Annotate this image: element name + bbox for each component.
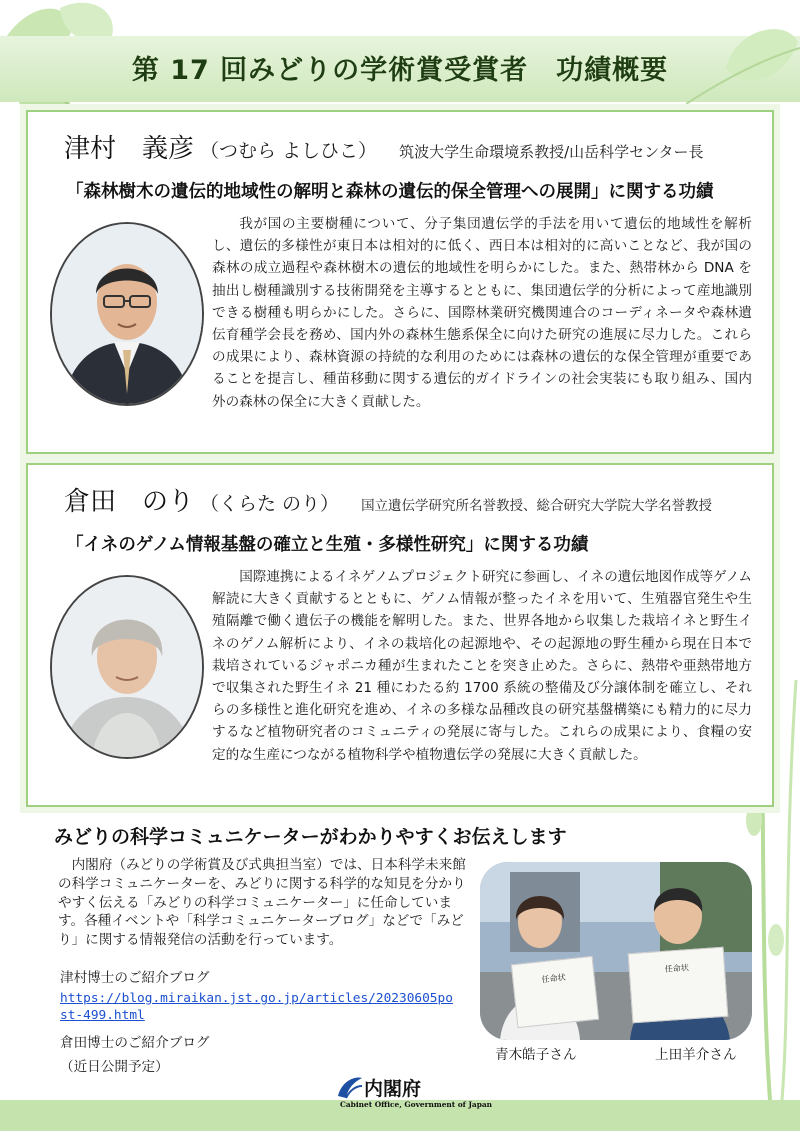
cabinet-office-emblem-icon	[336, 1074, 364, 1100]
awardee-card-kurata	[26, 463, 774, 807]
certificate-paper	[511, 956, 599, 1028]
awardee-reading: （つむら よしひこ）	[200, 140, 378, 162]
achievement-title: 「イネのゲノム情報基盤の確立と生殖・多様性研究」に関する功績	[66, 535, 589, 555]
blog2-note: （近日公開予定）	[60, 1059, 169, 1075]
communicator-intro: 内閣府（みどりの学術賞及び式典担当室）では、日本科学未来館の科学コミュニケーターを、みどりに関する科学的な知見を分かりやすく伝える「みどりの科学コミュニケーター」に任命しています。各種イベントや「科学コミュニケーターブログ」などで「みどり」に関する情報発信の活動を行っています。	[58, 857, 466, 949]
cabinet-office-logo	[330, 1072, 493, 1114]
achievement-description: 国際連携によるイネゲノムプロジェクト研究に参画し、イネの遺伝地図作成等ゲノム解読に大きく貢献するとともに、ゲノム情報が整ったイネを用いて、生殖器官発生や生殖隔離で働く遺伝子の機能を解明した。また、世界各地から収集した栽培イネと野生イネのゲノム解析により、イネの栽培化の起源地や、その起源地の野生種から現在日本で栽培されているジャポニカ種が生まれたことを突き止めた。さらに、熱帯や亜熱帯地方で収集された野生イネ 21 種にわたる約 1700 系統の整備及び分譲体制を確立し、それらの多様性と進化研究を進め、イネの多様な品種改良の研究基盤構築にも精力的に尽力するなど植物研究者のコミュニティの発展に寄与した。これらの成果により、食糧の安定的な生産につながる植物科学や植物遺伝学の発展に大きく貢献した。	[212, 569, 752, 763]
communicators-photo	[480, 862, 752, 1040]
awardee-name: 津村 義彦	[64, 134, 195, 164]
portrait-photo	[50, 222, 204, 406]
logo-text-en: Cabinet Office, Government of Japan	[340, 1100, 493, 1109]
awardee-affiliation: 国立遺伝学研究所名誉教授、総合研究大学院大学名誉教授	[361, 498, 713, 514]
certificate-text: 任命状	[541, 972, 566, 985]
section-heading: みどりの科学コミュニケーターがわかりやすくお伝えします	[54, 826, 567, 848]
blog1-link[interactable]: https://blog.miraikan.jst.go.jp/articles/20230605post-499.html	[60, 991, 453, 1023]
awardee-card-tsumura	[26, 110, 774, 454]
logo-text-jp: 内閣府	[364, 1078, 422, 1100]
blog2-label: 倉田博士のご紹介ブログ	[60, 1035, 210, 1051]
photo-caption-left: 青木皓子さん	[495, 1047, 577, 1063]
portrait-photo	[50, 575, 204, 759]
page-title: 第 17 回みどりの学術賞受賞者 功績概要	[131, 55, 669, 86]
certificate-paper	[628, 947, 729, 1024]
awardee-reading: （くらた のり）	[200, 493, 340, 515]
leaf-decoration-icon	[686, 8, 800, 108]
awardee-affiliation: 筑波大学生命環境系教授/山岳科学センター長	[399, 143, 704, 161]
achievement-title: 「森林樹木の遺伝的地域性の解明と森林の遺伝的保全管理への展開」に関する功績	[66, 182, 714, 202]
awardee-header	[64, 128, 704, 165]
achievement-description: 我が国の主要樹種について、分子集団遺伝学的手法を用いて遺伝的地域性を解析し、遺伝的多様性が東日本は相対的に低く、西日本は相対的に高いことなど、我が国の森林の成立過程や森林樹木の遺伝的地域性を明らかにした。また、熱帯林から DNA を抽出し樹種識別する技術開発を主導するとともに、集団遺伝学的分析によって産地識別できる樹種も明らかにした。さらに、国際林業研究機関連合のコーディネータや森林遺伝育種学会長を務め、国内外の森林生態系保全に向けた研究の進展に尽力した。これらの成果により、森林資源の持続的な利用のためには森林の遺伝的な保全管理が重要であることを提言し、種苗移動に関する遺伝的ガイドラインの社会実装にも取り組み、国内外の森林の保全に大きく貢献した。	[212, 216, 752, 410]
awardee-header	[64, 481, 712, 518]
photo-caption-right: 上田羊介さん	[655, 1047, 737, 1063]
certificate-text: 任命状	[664, 963, 690, 974]
blog1-label: 津村博士のご紹介ブログ	[60, 970, 210, 986]
awardee-name: 倉田 のり	[64, 487, 195, 517]
